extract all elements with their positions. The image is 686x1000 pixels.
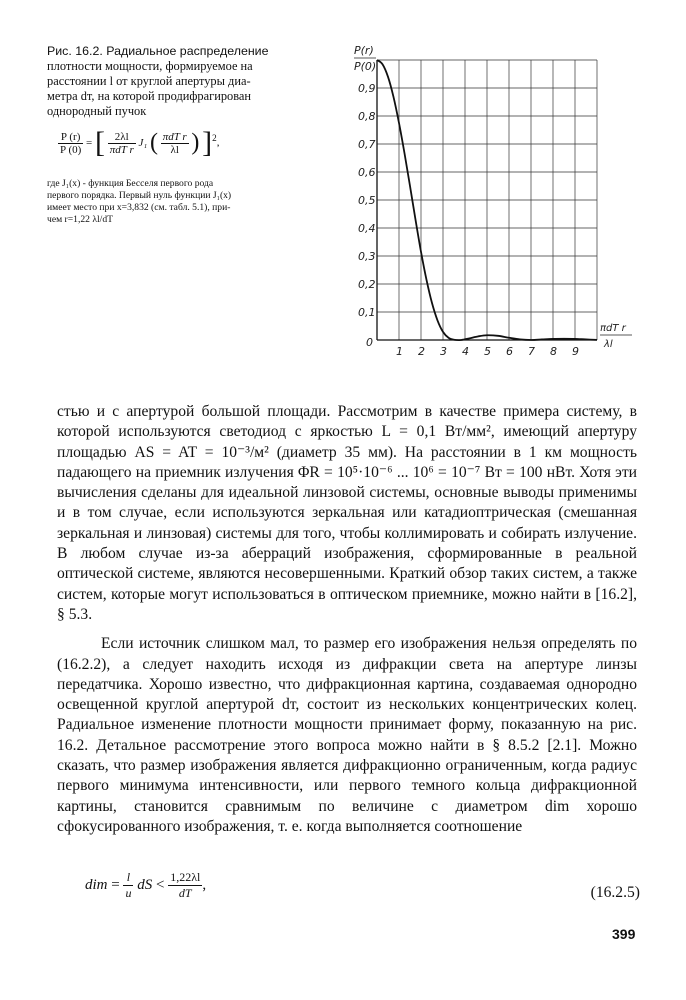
airy-intensity-chart <box>352 40 634 360</box>
caption-line: метра dт, на которой продифрагирован <box>47 89 252 103</box>
y-axis-label <box>354 44 376 73</box>
x-axis-label <box>600 323 632 350</box>
y-tick-label: 0,6 <box>358 166 376 179</box>
x-tick-label: 1 <box>396 345 403 358</box>
formula-lhs-num: P (r) <box>58 131 83 144</box>
y-tick-label: 0,7 <box>358 138 376 151</box>
chart-y-ticks <box>358 82 376 349</box>
formula-bessel: J₁ <box>138 137 148 149</box>
note-line: чем r=1,22 λl/dT <box>47 214 113 225</box>
caption-line: расстоянии l от круглой апертуры диа- <box>47 74 251 88</box>
eq-f2-den: dT <box>178 886 192 900</box>
eq-lhs: dim <box>85 877 108 893</box>
chart-x-ticks <box>396 345 579 358</box>
y-axis-label-num: P(r) <box>354 44 374 57</box>
figure-caption <box>47 44 337 119</box>
eq-f1-den: u <box>125 886 132 900</box>
formula-equals: = <box>86 137 93 149</box>
y-axis-label-den: P(0) <box>354 60 377 73</box>
note-line: имеет место при x=3,832 (см. табл. 5.1), при- <box>47 202 231 213</box>
body-text <box>57 402 637 837</box>
eq-equals: = <box>111 877 120 893</box>
eq-f1-num: l <box>123 870 133 886</box>
formula-paren-close-icon: ) <box>191 129 200 156</box>
y-tick-label: 0,3 <box>358 250 376 263</box>
formula-arg-den: λl <box>170 143 179 156</box>
x-tick-label: 5 <box>484 345 491 358</box>
eq-ds: dS <box>137 877 153 893</box>
x-tick-label: 3 <box>440 345 447 358</box>
formula-inner-den: πdT r <box>109 143 134 156</box>
equation-16-2-5 <box>85 870 640 914</box>
formula-bracket-close-icon: ] <box>202 126 213 159</box>
formula-power: 2 <box>212 132 217 143</box>
formula-inner-fraction <box>108 131 136 156</box>
formula-note <box>47 178 337 226</box>
y-tick-label: 0,2 <box>358 278 376 291</box>
x-axis-label-den: λl <box>604 339 613 350</box>
x-axis-label-num: πdT r <box>600 323 626 334</box>
y-tick-label: 0 <box>366 336 373 349</box>
page-number: 399 <box>612 926 636 942</box>
y-tick-label: 0,5 <box>358 194 376 207</box>
formula-lhs-den: P (0) <box>60 143 82 156</box>
caption-line: однородный пучок <box>47 104 147 118</box>
formula-bracket-open-icon: [ <box>95 126 106 159</box>
x-tick-label: 7 <box>528 345 535 358</box>
caption-formula <box>58 126 348 174</box>
y-tick-label: 0,4 <box>358 222 376 235</box>
equation-number: (16.2.5) <box>590 884 640 901</box>
formula-paren-open-icon: ( <box>149 129 158 156</box>
formula-lhs-fraction <box>58 131 83 156</box>
x-tick-label: 8 <box>550 345 557 358</box>
eq-f2-num: 1,22λl <box>170 870 201 884</box>
formula-inner-num: 2λl <box>108 131 136 144</box>
caption-line: Рис. 16.2. Радиальное распределение <box>47 44 269 58</box>
paragraph-2: Если источник слишком мал, то размер его изображения нельзя определять по (16.2.2), а следует находить исходя из дифракции света на апертуре линзы передатчика. Хорошо известно, что дифракционная картина, создаваемая однородно освещенной круглой апертурой dт, состоит из нескольких концентрических колец. Радиальное изменение плотности мощности принимает форму, показанную на рис. 16.2. Детальное рассмотрение этого вопроса можно найти в § 8.5.2 [2.1]. Можно сказать, что размер изображения является дифракционно ограниченным, когда радиус первого минимума интенсивности, или первого темного кольца дифракционной картины, становится сравнимым по величине с диаметром dim хорошо сфокусированного изображения, т. е. когда выполняется соотношение <box>57 635 637 835</box>
note-line: где J₁(x) - функция Бесселя первого рода <box>47 178 214 189</box>
y-tick-label: 0,1 <box>358 306 376 319</box>
formula-comma: , <box>216 136 220 149</box>
note-line: первого порядка. Первый нуль функции J₁(x) <box>47 190 232 201</box>
formula-arg-num: πdT r <box>162 130 187 143</box>
paragraph-1: стью и с апертурой большой площади. Рассмотрим в качестве примера систему, в которой используются светодиод с яркостью L = 0,1 Вт/мм², имеющий апертуру площадью AS = AT = 10⁻³/м² (диаметр 35 мм). На расстоянии в 1 км мощность падающего на приемник излучения ΦR = 10⁵·10⁻⁶ ... 10⁶ = 10⁻⁷ Вт = 100 нВт. Хотя эти вычисления сделаны для идеальной линзовой системы, основные выводы применимы и в том случае, если используются зеркальная или катадиоптрическая (смешанная зеркальная и линзовая) системы для того, чтобы коллимировать и собирать излучение. В любом случае из-за аберраций изображения, сформированные в реальной оптической системе, являются несовершенными. Краткий обзор таких систем, а также систем, которые могут использоваться в оптическом приемнике, можно найти в [16.2], § 5.3. <box>57 403 637 623</box>
eq-fraction-1 <box>123 870 133 901</box>
formula-arg-fraction <box>161 131 189 156</box>
y-tick-label: 0,9 <box>358 82 376 95</box>
y-tick-label: 0,8 <box>358 110 376 123</box>
x-tick-label: 2 <box>418 345 425 358</box>
eq-comma: , <box>202 877 207 893</box>
x-tick-label: 6 <box>506 345 513 358</box>
eq-fraction-2 <box>168 870 202 901</box>
eq-less-than: < <box>155 877 165 893</box>
chart-grid <box>377 60 597 340</box>
x-tick-label: 9 <box>572 345 579 358</box>
caption-line: плотности мощности, формируемое на <box>47 59 253 73</box>
x-tick-label: 4 <box>462 345 469 358</box>
